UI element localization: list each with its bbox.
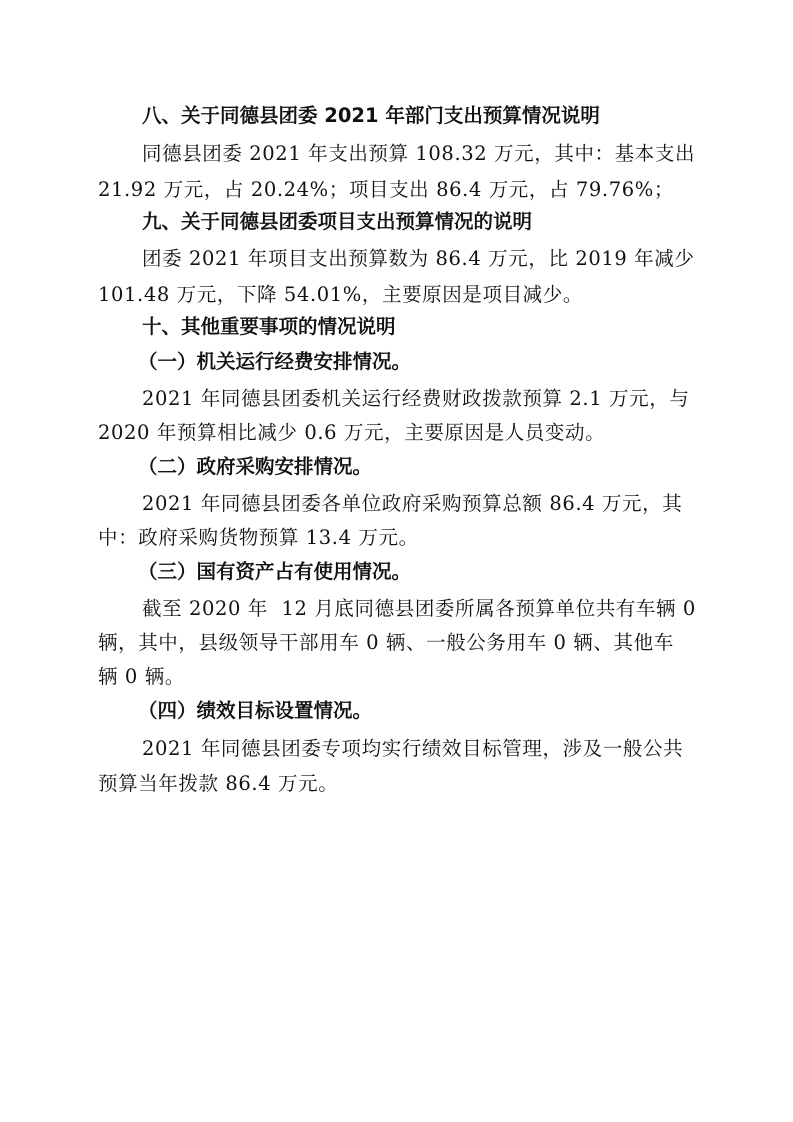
- paragraph-line: 同德县团委 2021 年支出预算 108.32 万元，其中：基本支出: [142, 142, 696, 165]
- paragraph-line: 2021 年同德县团委机关运行经费财政拨款预算 2.1 万元，与: [142, 387, 690, 410]
- section-heading-8: 八、关于同德县团委 2021 年部门支出预算情况说明: [142, 104, 600, 127]
- subsection-heading-3: （三）国有资产占有使用情况。: [138, 560, 412, 583]
- paragraph-line: 101.48 万元，下降 54.01%，主要原因是项目减少。: [98, 283, 583, 306]
- paragraph-line: 2021 年同德县团委专项均实行绩效目标管理，涉及一般公共: [142, 737, 684, 760]
- paragraph-line: 21.92 万元，占 20.24%；项目支出 86.4 万元，占 79.76%；: [98, 178, 674, 201]
- paragraph-line: 辆 0 辆。: [98, 665, 185, 688]
- paragraph-line: 2021 年同德县团委各单位政府采购预算总额 86.4 万元，其: [142, 492, 683, 515]
- subsection-heading-4: （四）绩效目标设置情况。: [138, 699, 373, 722]
- paragraph-line: 2020 年预算相比减少 0.6 万元，主要原因是人员变动。: [98, 421, 606, 444]
- section-heading-10: 十、其他重要事项的情况说明: [142, 315, 396, 338]
- paragraph-line: 辆，其中，县级领导干部用车 0 辆、一般公务用车 0 辆、其他车: [98, 631, 674, 654]
- section-heading-9: 九、关于同德县团委项目支出预算情况的说明: [142, 210, 533, 233]
- paragraph-line: 中：政府采购货物预算 13.4 万元。: [98, 526, 419, 549]
- subsection-heading-2: （二）政府采购安排情况。: [138, 455, 373, 478]
- paragraph-line: 预算当年拨款 86.4 万元。: [98, 772, 339, 795]
- subsection-heading-1: （一）机关运行经费安排情况。: [138, 350, 412, 373]
- paragraph-line: 截至 2020 年 12 月底同德县团委所属各预算单位共有车辆 0: [142, 597, 696, 620]
- paragraph-line: 团委 2021 年项目支出预算数为 86.4 万元，比 2019 年减少: [142, 247, 695, 270]
